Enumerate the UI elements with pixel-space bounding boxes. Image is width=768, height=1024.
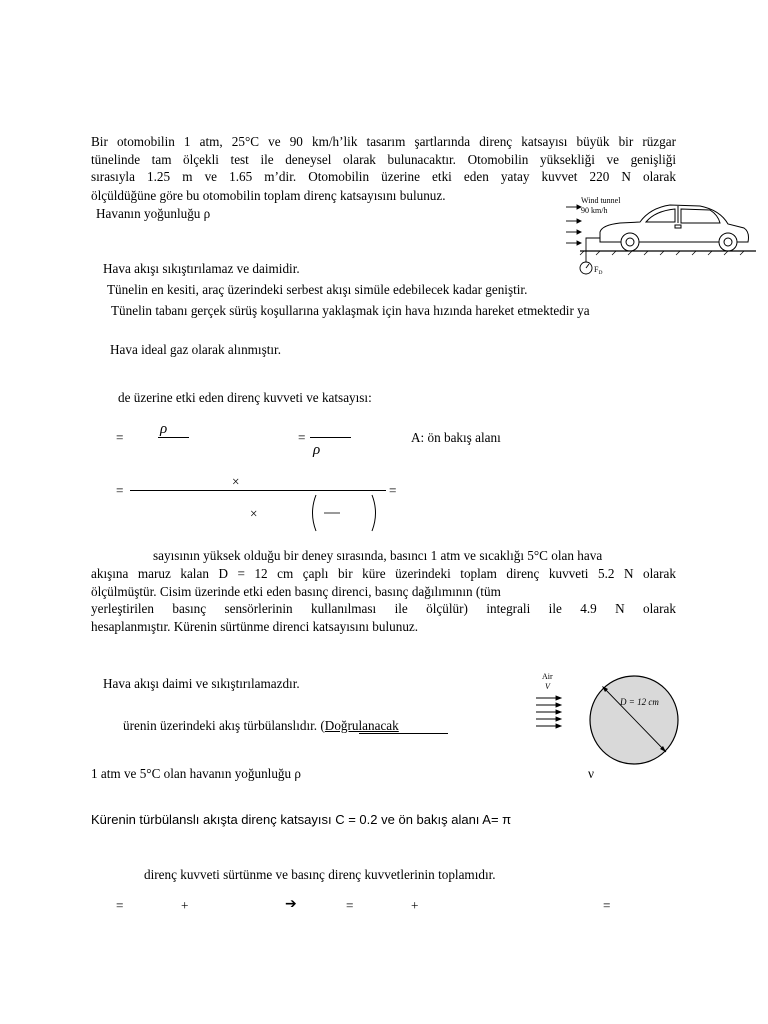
diameter-label: D = 12 cm [620, 697, 659, 707]
eq1-rho-2: ρ [313, 442, 321, 458]
problem2-assumption-2 [123, 717, 399, 734]
assumption-4: Hava ideal gaz olarak alınmıştır. [110, 342, 282, 357]
problem2-line: yerleştirilen basınç sensörlerinin kullanılması ile ölçülür) integrali ile 4.9 N olarak [91, 601, 676, 617]
wind-tunnel-figure [560, 192, 760, 278]
eq3-plus-2: + [411, 898, 419, 913]
floor-hatch [580, 251, 744, 255]
problem2-line: hesaplanmıştır. Kürenin sürtünme direnci katsayısını bulunuz. [91, 618, 419, 634]
assumption-3: Tünelin tabanı gerçek sürüş koşullarına yaklaşmak için hava hızında hareket etmektedir ya [111, 303, 590, 318]
force-label: $F_D$ [594, 265, 603, 276]
area-label: A: ön bakış alanı [411, 430, 501, 445]
assumption-1: Hava akışı sıkıştırılamaz ve daimidir. [103, 261, 300, 276]
eq1-fraction-bar [158, 437, 189, 438]
eq1-equals-2: = [298, 430, 306, 445]
problem2-line: akışına maruz kalan D = 12 cm çaplı bir küre üzerindeki toplam direnç kuvveti 5.2 N olarak [91, 566, 676, 581]
velocity-label: V [545, 682, 550, 691]
problem1-line: sırasıyla 1.25 m ve 1.65 m’dir. Otomobilin üzerine etki eden yatay kuvvet 220 N olarak [91, 169, 676, 185]
problem1-line: Bir otomobilin 1 atm, 25°C ve 90 km/h’lik tasarım şartlarında direnç katsayısı büyük bir rüzgar [91, 134, 676, 149]
assumption-2-text: ürenin üzerindeki akış türbülanslıdır. ( [123, 718, 325, 733]
problem2-line-1: sayısının yüksek olduğu bir deney sırasında, basıncı 1 atm ve sıcaklığı 5°C olan hava [153, 548, 603, 563]
eq1-fraction-bar-2 [310, 437, 351, 438]
problem2-paragraph [91, 565, 676, 635]
problem1-line: tünelinde tam ölçekli test ile deneysel olarak bulunacaktır. Otomobilin yüksekliği ve genişliği [91, 151, 676, 167]
figure1-title2: 90 km/h [581, 206, 608, 215]
eq2-parentheses [308, 493, 380, 533]
kinematic-viscosity: ν [588, 766, 594, 781]
eq2-equals-2: = [389, 483, 397, 498]
verify-link[interactable]: Doğrulanacak [324, 718, 399, 733]
problem2-assumption-1: Hava akışı daimi ve sıkıştırılamazdır. [103, 676, 300, 691]
problem1-paragraph [91, 133, 676, 186]
problem1-question: ölçüldüğüne göre bu otomobilin toplam direnç katsayısını bulunuz. [91, 188, 446, 203]
problem2-density: 1 atm ve 5°C olan havanın yoğunluğu ρ [91, 766, 302, 781]
eq1-rho: ρ [160, 421, 168, 437]
eq2-fraction-bar [130, 490, 386, 491]
eq3-plus: + [181, 898, 189, 913]
assumption-2: Tünelin en kesiti, araç üzerindeki serbest akışı simüle edebilecek kadar geniştir. [107, 282, 528, 297]
car-icon [600, 205, 749, 251]
eq3-equals-2: = [346, 898, 354, 913]
eq3-equals: = [116, 898, 124, 913]
sphere-figure [530, 668, 690, 768]
drag-coefficient-text: Kürenin türbülanslı akışta direnç katsayısı C = 0.2 ve ön bakış alanı A= π [91, 812, 512, 827]
figure1-title1: Wind tunnel [581, 196, 621, 205]
wind-arrows-icon [566, 205, 581, 245]
eq2-times-bottom: × [250, 506, 258, 521]
eq2-equals: = [116, 483, 124, 498]
problem2-line: ölçülmüştür. Cisim üzerinde etki eden basınç direnci, basınç dağılımının (tüm [91, 583, 501, 599]
eq1-equals: = [116, 430, 124, 445]
underline [359, 733, 448, 734]
drag-sum-text: direnç kuvveti sürtünme ve basınç direnç kuvvetlerinin toplamıdır. [144, 867, 496, 882]
eq3-equals-3: = [603, 898, 611, 913]
flow-arrows-icon [536, 696, 561, 728]
arrow-icon: ➔ [285, 895, 297, 911]
force-heading: de üzerine etki eden direnç kuvveti ve katsayısı: [118, 390, 372, 405]
problem1-density: Havanın yoğunluğu ρ [96, 206, 211, 221]
eq2-times-top: × [232, 474, 240, 489]
air-label: Air [542, 672, 553, 681]
